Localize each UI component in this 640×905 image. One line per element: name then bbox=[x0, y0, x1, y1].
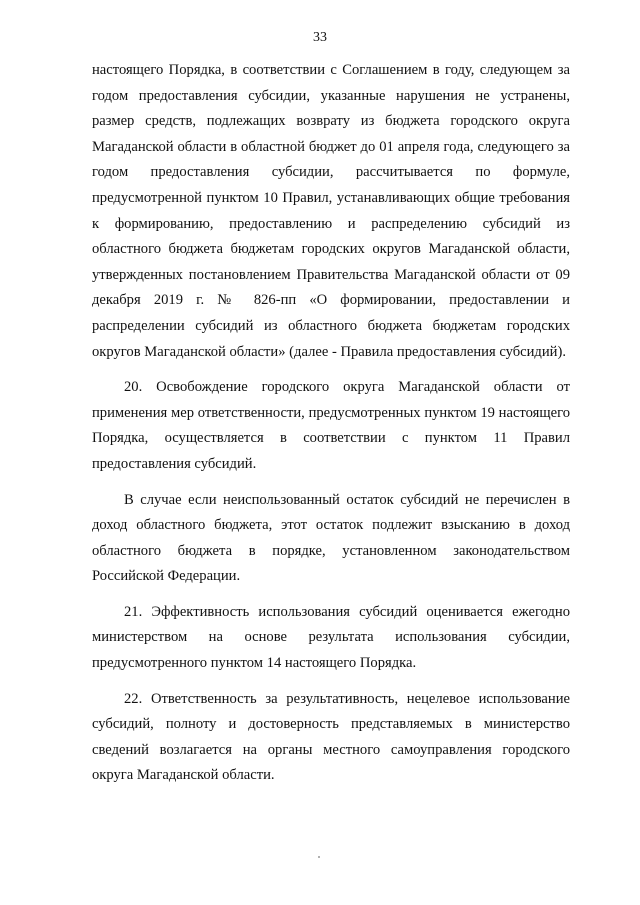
scan-speck bbox=[318, 856, 320, 858]
paragraph-unused-balance: В случае если неиспользованный остаток субсидий не перечислен в доход областного бюджета, этот остаток подлежит взысканию в доход областного бюджета в порядке, установленном законодательством Российской Федерации. bbox=[92, 491, 570, 585]
paragraph-item-22: 22. Ответственность за результативность, нецелевое использование субсидий, полноту и достоверность представляемых в министерство сведений возлагается на органы местного самоуправления городского округа Магаданской области. bbox=[92, 690, 570, 784]
document-body bbox=[92, 58, 570, 789]
paragraph-item-21: 21. Эффективность использования субсидий оценивается ежегодно министерством на основе результата использования субсидии, предусмотренного пунктом 14 настоящего Порядка. bbox=[92, 603, 570, 672]
paragraph-continuation: настоящего Порядка, в соответствии с Соглашением в году, следующем за годом предоставления субсидии, указанные нарушения не устранены, размер средств, подлежащих возврату из бюджета городского округа Магаданской области в областной бюджет до 01 апреля года, следующего за годом предоставления субсидии, рассчитывается по формуле, предусмотренной пунктом 10 Правил, устанавливающих общие требования к формированию, предоставлению и распределению субсидий из областного бюджета бюджетам городских округов Магаданской области, утвержденных постановлением Правительства Магаданской области от 09 декабря 2019 г. № 826-пп «О формировании, предоставлении и распределении субсидий из областного бюджета бюджетам городских округов Магаданской области» (далее - Правила предоставления субсидий). bbox=[92, 62, 570, 360]
paragraph-item-20: 20. Освобождение городского округа Магаданской области от применения мер ответственности, предусмотренных пунктом 19 настоящего Порядка, осуществляется в соответствии с пунктом 11 Правил предоставления субсидий. bbox=[92, 379, 570, 472]
page-number: 33 bbox=[313, 30, 327, 45]
